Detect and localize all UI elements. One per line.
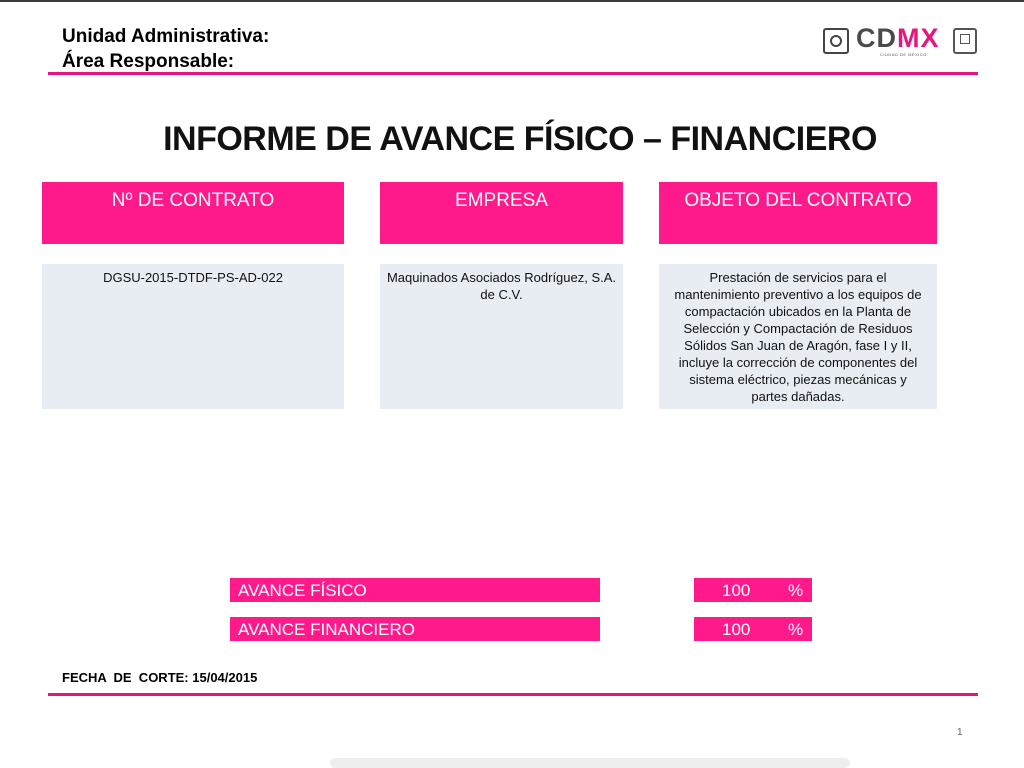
logo-mx-text: MX [897, 23, 940, 53]
fecha-corte: FECHA DE CORTE: 15/04/2015 [62, 670, 258, 685]
bottom-shadow [330, 758, 850, 768]
avance-fisico-label: AVANCE FÍSICO [230, 578, 600, 602]
empresa-header: EMPRESA [380, 182, 623, 244]
avance-financiero-label: AVANCE FINANCIERO [230, 617, 600, 641]
logo-cd-text: CD [856, 23, 897, 53]
page-number: 1 [957, 727, 963, 738]
top-border [0, 0, 1024, 2]
objeto-header: OBJETO DEL CONTRATO [659, 182, 937, 244]
avance-financiero-number: 100 [722, 620, 751, 639]
avance-fisico-number: 100 [722, 581, 751, 600]
avance-financiero-value [694, 617, 812, 641]
objeto-value: Prestación de servicios para el mantenimiento preventivo a los equipos de compactación ubicados en la Planta de Selección y Compactación de Residuos Sólidos San Juan de Aragón, fase I y II, incluye la corrección de componentes del sistema eléctrico, piezas mecánicas y partes dañadas. [659, 264, 937, 409]
header-divider [48, 72, 978, 75]
government-seal-icon [823, 28, 849, 54]
area-responsable-label: Área Responsable: [62, 51, 235, 72]
unidad-administrativa-label: Unidad Administrativa: [62, 26, 270, 47]
footer-divider [48, 693, 978, 696]
cdmx-logo [856, 23, 940, 53]
contrato-value: DGSU-2015-DTDF-PS-AD-022 [42, 264, 344, 409]
avance-fisico-unit: % [788, 581, 804, 600]
avance-financiero-unit: % [788, 620, 804, 639]
agency-badge-icon [953, 28, 977, 54]
logo-subtext: CIUDAD DE MÉXICO [880, 52, 927, 57]
contrato-header: Nº DE CONTRATO [42, 182, 344, 244]
avance-fisico-value [694, 578, 812, 602]
page-title: INFORME DE AVANCE FÍSICO – FINANCIERO [163, 120, 877, 158]
empresa-value: Maquinados Asociados Rodríguez, S.A. de C.V. [380, 264, 623, 409]
